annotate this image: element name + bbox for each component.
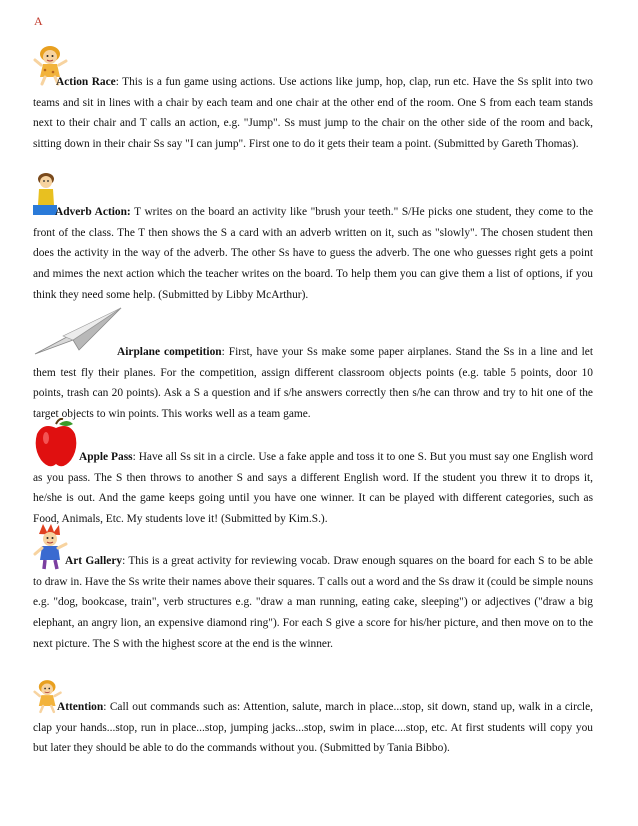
entry-title: Art Gallery bbox=[65, 555, 123, 567]
entry-text: : First, have your Ss make some paper airplanes. Stand the Ss in a line and let them test fly their planes. For the competition, assign different classroom objects points (e.g. table 5 points, door 10 points, trash can 20 points). Ask a S a question and if s/he answers correctly then s/he can throw and try to hit one of the target objects to win points. This works well as a team game. bbox=[33, 346, 593, 421]
entry-text: : This is a great activity for reviewing vocab. Draw enough squares on the board for each S to be able to draw in. Have the Ss write their names above their squares. T calls out a word and the Ss draw it (could be simple nouns e.g. "dog, bookcase, train", verb structures e.g. "draw a man running, eating cake, sleeping") or adjectives ("draw a big elephant, an angry lion, an expensive diamond ring"). For each S give a score for his/her picture, and then move on to the next picture. The S with the highest score at the end is the winner. bbox=[33, 555, 593, 650]
section-letter: A bbox=[34, 14, 43, 28]
entry-text: : Have all Ss sit in a circle. Use a fake apple and toss it to one S. But you must say one English word as you pass. The S then throws to another S and says a different English word. If the student you threw it to drops it, he/she is out. And the game keeps going until you have one winner. It can be played with different categories, such as Food, Animals, Etc. My students love it! (Submitted by Kim.S.). bbox=[33, 451, 594, 526]
entry-text: T writes on the board an activity like "brush your teeth." S/He picks one student, they come to the front of the class. The T then shows the S a card with an adverb written on it, such as "slowly". The chosen student then does the activity in the way of the adverb. The other Ss have to guess the adverb. The one who guesses right gets a point and mimes the next action which the teacher writes on the board. To help them you can give them a list of options, if you think they need some help. (Submitted by Libby McArthur). bbox=[33, 206, 594, 301]
entry-apple-pass bbox=[33, 447, 593, 530]
entry-attention bbox=[33, 697, 593, 759]
entry-art-gallery bbox=[33, 551, 593, 655]
entry-action-race bbox=[33, 72, 593, 155]
entry-title: Attention bbox=[57, 701, 104, 713]
entry-airplane-competition bbox=[33, 342, 593, 425]
entry-text: : This is a fun game using actions. Use actions like jump, hop, clap, run etc. Have the Ss split into two teams and sit in lines with a chair by each team and one chair at the other end of the room. One S from each team stands next to their chair and T calls an action, e.g. "Jump". Ss must jump to the chair on the other side of the room and back, sitting down in their chair Ss say "I can jump". First one to do it gets their team a point. (Submitted by Gareth Thomas). bbox=[33, 76, 593, 151]
entry-title: Airplane competition bbox=[117, 346, 222, 358]
entry-title: Apple Pass bbox=[79, 451, 133, 463]
entry-adverb-action bbox=[33, 202, 593, 306]
entry-title: Adverb Action: bbox=[55, 206, 131, 218]
entry-title: Action Race bbox=[56, 76, 116, 88]
entry-text: : Call out commands such as: Attention, salute, march in place...stop, sit down, stand up, walk in a circle, clap your hands...stop, run in place...stop, jumping jacks...stop, swim in place....stop, etc. At first students will copy you but later they should be able to do the commands without you. (Submitted by Tania Bibbo). bbox=[33, 701, 593, 755]
